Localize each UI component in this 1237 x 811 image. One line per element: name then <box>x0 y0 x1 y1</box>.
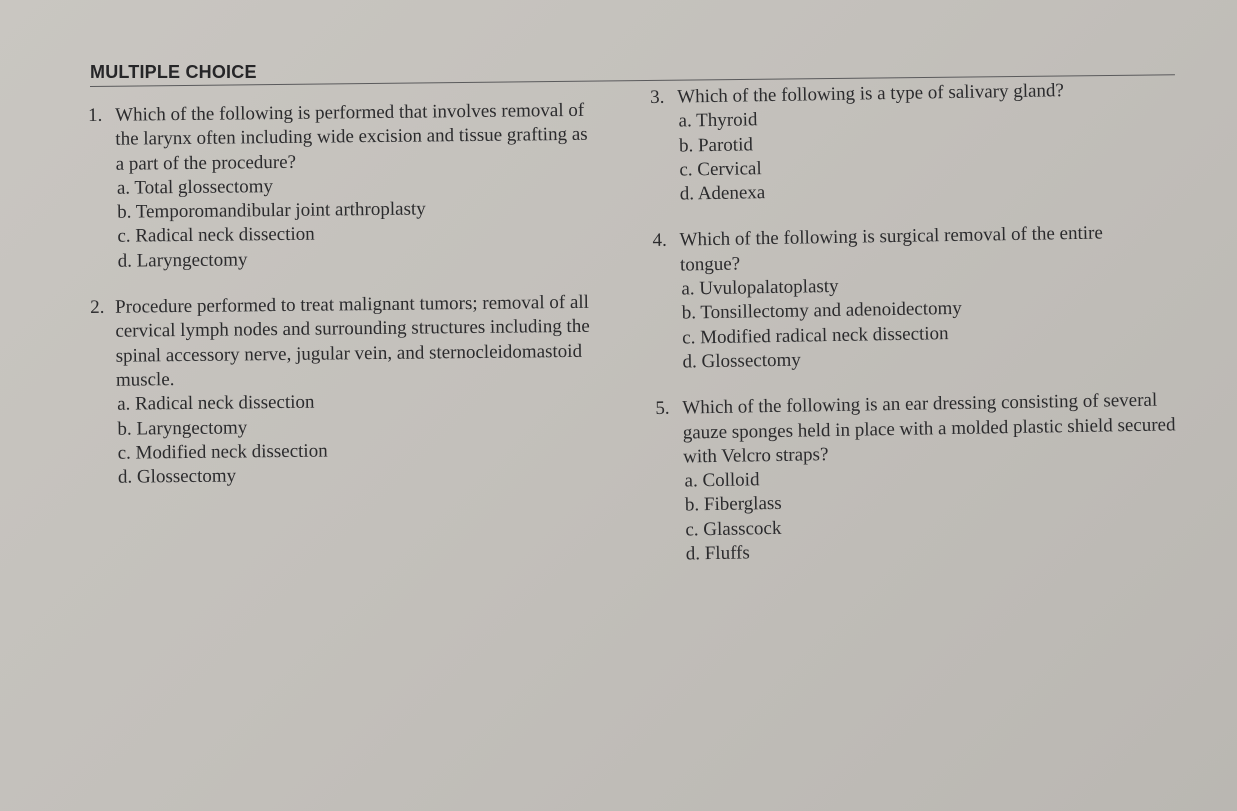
answer-option-a[interactable]: a. Thyroid <box>678 109 758 132</box>
question-5 <box>655 388 1198 567</box>
left-column <box>88 98 632 490</box>
question-number: 2. <box>90 296 105 319</box>
answer-option-b[interactable]: b. Fiberglass <box>684 493 782 516</box>
answer-option-a[interactable]: a. Colloid <box>684 469 760 492</box>
answer-option-d[interactable]: d. Glossectomy <box>117 465 237 488</box>
right-column <box>650 77 1198 567</box>
answer-option-b[interactable]: b. Laryngectomy <box>117 416 248 440</box>
question-text: Which of the following is performed that involves removal of the larynx often including wide excision and tissue grafting as a part of the procedure? <box>115 99 588 175</box>
answer-option-c[interactable]: c. Glasscock <box>685 517 782 541</box>
question-text: Which of the following is an ear dressing consisting of several gauze sponges held in place with a molded plastic shield secured with Velcro straps? <box>682 389 1176 468</box>
question-3 <box>650 77 1192 207</box>
answer-option-d[interactable]: d. Adenexa <box>679 182 766 205</box>
answer-option-b[interactable]: b. Tonsillectomy and adenoidectomy <box>681 298 963 324</box>
question-number: 1. <box>88 104 103 126</box>
answer-option-a[interactable]: a. Total glossectomy <box>116 175 274 199</box>
answer-option-b[interactable]: b. Parotid <box>678 133 754 157</box>
question-text: Procedure performed to treat malignant tumors; removal of all cervical lymph nodes and surrounding structures including the spinal accessory nerve, jugular vein, and sternocleidomastoid muscle. <box>115 291 590 391</box>
answer-option-c[interactable]: c. Cervical <box>679 158 762 181</box>
answer-option-c[interactable]: c. Radical neck dissection <box>117 224 315 248</box>
question-1 <box>88 98 630 274</box>
answer-option-c[interactable]: c. Modified radical neck dissection <box>682 322 949 349</box>
question-4 <box>652 221 1194 376</box>
question-text: Which of the following is surgical removal of the entire tongue? <box>679 222 1104 276</box>
section-title: MULTIPLE CHOICE <box>90 62 257 82</box>
question-text: Which of the following is a type of salivary gland? <box>677 80 1065 108</box>
answer-options <box>680 269 1195 375</box>
answer-option-d[interactable]: d. Fluffs <box>685 542 750 565</box>
answer-option-c[interactable]: c. Modified neck dissection <box>117 440 328 464</box>
question-number: 3. <box>650 86 665 108</box>
question-number: 4. <box>652 230 667 252</box>
answer-options <box>116 388 632 491</box>
answer-option-d[interactable]: d. Laryngectomy <box>117 249 248 272</box>
answer-option-a[interactable]: a. Radical neck dissection <box>117 391 315 415</box>
answer-option-a[interactable]: a. Uvulopalatoplasty <box>681 275 839 300</box>
answer-option-d[interactable]: d. Glossectomy <box>682 349 801 373</box>
answer-options <box>683 461 1198 567</box>
answer-options <box>677 101 1192 207</box>
question-2 <box>90 290 632 490</box>
answer-options <box>116 171 630 274</box>
answer-option-b[interactable]: b. Temporomandibular joint arthroplasty <box>117 198 426 223</box>
question-number: 5. <box>655 397 670 420</box>
